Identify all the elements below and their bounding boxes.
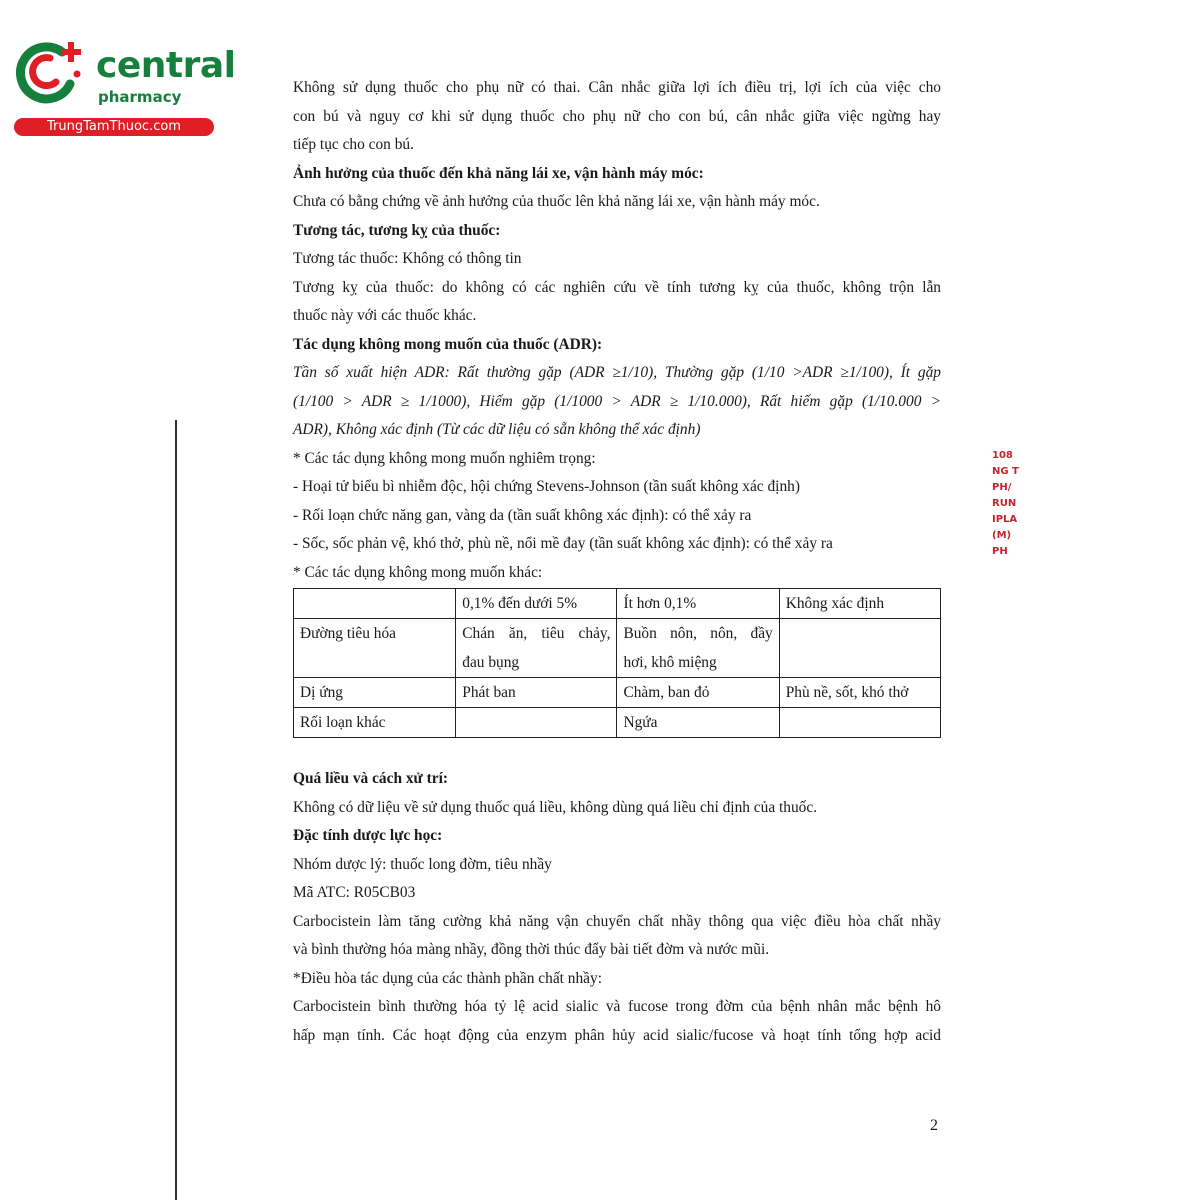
table-header-cell: Không xác định	[779, 589, 940, 619]
heading-driving: Ảnh hưởng của thuốc đến khả năng lái xe, vận hành máy móc:	[293, 164, 704, 182]
document-body	[293, 74, 941, 1050]
table-header-cell: 0,1% đến dưới 5%	[456, 589, 617, 619]
spacer	[293, 738, 941, 765]
table-row	[294, 619, 941, 678]
paragraph-line: Chưa có bằng chứng về ảnh hưởng của thuốc lên khả năng lái xe, vận hành máy móc.	[293, 193, 820, 210]
adr-table	[293, 588, 941, 738]
central-pharmacy-logo	[10, 38, 236, 138]
paragraph-line: ADR), Không xác định (Từ các dữ liệu có sẵn không thể xác định)	[293, 421, 701, 438]
table-cell: Rối loạn khác	[294, 708, 456, 738]
paragraph-line: Nhóm dược lý: thuốc long đờm, tiêu nhầy	[293, 855, 552, 873]
table-cell: Ngứa	[617, 708, 779, 738]
stamp-line: PH	[992, 546, 1008, 557]
paragraph-line: hấp mạn tính. Các hoạt động của enzym phân hủy acid sialic/fucose và hoạt tính tổng hợp acid	[293, 1026, 941, 1044]
heading-pharmacodynamics: Đặc tính dược lực học:	[293, 827, 443, 844]
paragraph-line: (1/100 > ADR ≥ 1/1000), Hiếm gặp (1/1000 > ADR ≥ 1/10.000), Rất hiếm gặp (1/10.000 >	[293, 392, 941, 410]
heading-interaction: Tương tác, tương kỵ của thuốc:	[293, 221, 501, 239]
paragraph-line: Tương tác thuốc: Không có thông tin	[293, 250, 522, 267]
heading-overdose: Quá liều và cách xử trí:	[293, 770, 449, 787]
list-item: - Sốc, sốc phản vệ, khó thở, phù nề, nổi mề đay (tần suất không xác định): có thể xảy ra	[293, 535, 833, 552]
left-margin-rule	[175, 420, 177, 1200]
logo-sub-text: pharmacy	[98, 88, 182, 106]
heading-adr: Tác dụng không mong muốn của thuốc (ADR):	[293, 335, 603, 353]
list-item: * Các tác dụng không mong muốn nghiêm trọng:	[293, 449, 596, 467]
cell-line: Đường tiêu hóa	[300, 625, 396, 642]
paragraph-line: con bú và nguy cơ khi sử dụng thuốc cho phụ nữ cho con bú, cân nhắc giữa việc ngừng hay	[293, 107, 941, 125]
page-number: 2	[930, 1117, 938, 1134]
table-cell: Phát ban	[456, 678, 617, 708]
table-cell	[294, 619, 456, 678]
table-cell	[456, 619, 617, 678]
paragraph-line: thuốc này với các thuốc khác.	[293, 307, 477, 324]
table-header-row	[294, 589, 941, 619]
stamp-line: NG T	[992, 466, 1019, 477]
table-header-cell	[294, 589, 456, 619]
table-cell	[617, 619, 779, 678]
logo-site-bar: TrungTamThuoc.com	[14, 118, 214, 136]
table-row	[294, 708, 941, 738]
paragraph-line: Carbocistein bình thường hóa tỷ lệ acid sialic và fucose trong đờm của bệnh nhân mắc bệnh hô	[293, 998, 941, 1015]
cell-line: hơi, khô miệng	[623, 654, 717, 671]
stamp-line: 108	[992, 450, 1013, 461]
stamp-line: (M)	[992, 530, 1012, 541]
table-row	[294, 678, 941, 708]
table-cell: Dị ứng	[294, 678, 456, 708]
table-cell	[779, 619, 940, 678]
list-item: - Rối loạn chức năng gan, vàng da (tần suất không xác định): có thể xảy ra	[293, 506, 752, 524]
paragraph-line: Tần số xuất hiện ADR: Rất thường gặp (ADR ≥1/10), Thường gặp (1/10 >ADR ≥1/100), Ít gặp	[293, 364, 941, 381]
list-item: * Các tác dụng không mong muốn khác:	[293, 563, 543, 581]
cell-line: Buồn nôn, nôn, đầy	[623, 625, 773, 642]
table-header-cell: Ít hơn 0,1%	[617, 589, 779, 619]
table-cell: Phù nề, sốt, khó thở	[779, 678, 940, 708]
stamp-line: PH/	[992, 482, 1012, 493]
paragraph-line: Mã ATC: R05CB03	[293, 884, 416, 901]
paragraph-line: Tương kỵ của thuốc: do không có các nghiên cứu về tính tương kỵ của thuốc, không trộn lẫn	[293, 278, 941, 296]
paragraph-line: Carbocistein làm tăng cường khả năng vận chuyển chất nhầy thông qua việc điều hòa chất nhầy	[293, 912, 941, 930]
list-item: - Hoại tử biểu bì nhiễm độc, hội chứng Stevens-Johnson (tần suất không xác định)	[293, 478, 800, 495]
table-cell: Chàm, ban đỏ	[617, 678, 779, 708]
logo-brand-text: central	[96, 45, 236, 86]
paragraph-line: Không sử dụng thuốc cho phụ nữ có thai. Cân nhắc giữa lợi ích điều trị, lợi ích của việc cho	[293, 79, 941, 96]
stamp-line: IPLA	[992, 514, 1018, 525]
cell-line: Chán ăn, tiêu chảy,	[462, 625, 611, 642]
paragraph-line: tiếp tục cho con bú.	[293, 136, 414, 153]
stamp-line: RUN	[992, 498, 1017, 509]
paragraph-line: và bình thường hóa màng nhầy, đồng thời thúc đẩy bài tiết đờm và nước mũi.	[293, 941, 770, 958]
stamp-fragment	[992, 448, 1028, 603]
table-cell	[456, 708, 617, 738]
cell-line: đau bụng	[462, 654, 520, 671]
pharmacy-logo-icon	[10, 38, 90, 104]
paragraph-line: Không có dữ liệu về sử dụng thuốc quá liều, không dùng quá liều chỉ định của thuốc.	[293, 798, 818, 816]
paragraph-line: *Điều hòa tác dụng của các thành phần chất nhầy:	[293, 969, 602, 987]
table-cell	[779, 708, 940, 738]
